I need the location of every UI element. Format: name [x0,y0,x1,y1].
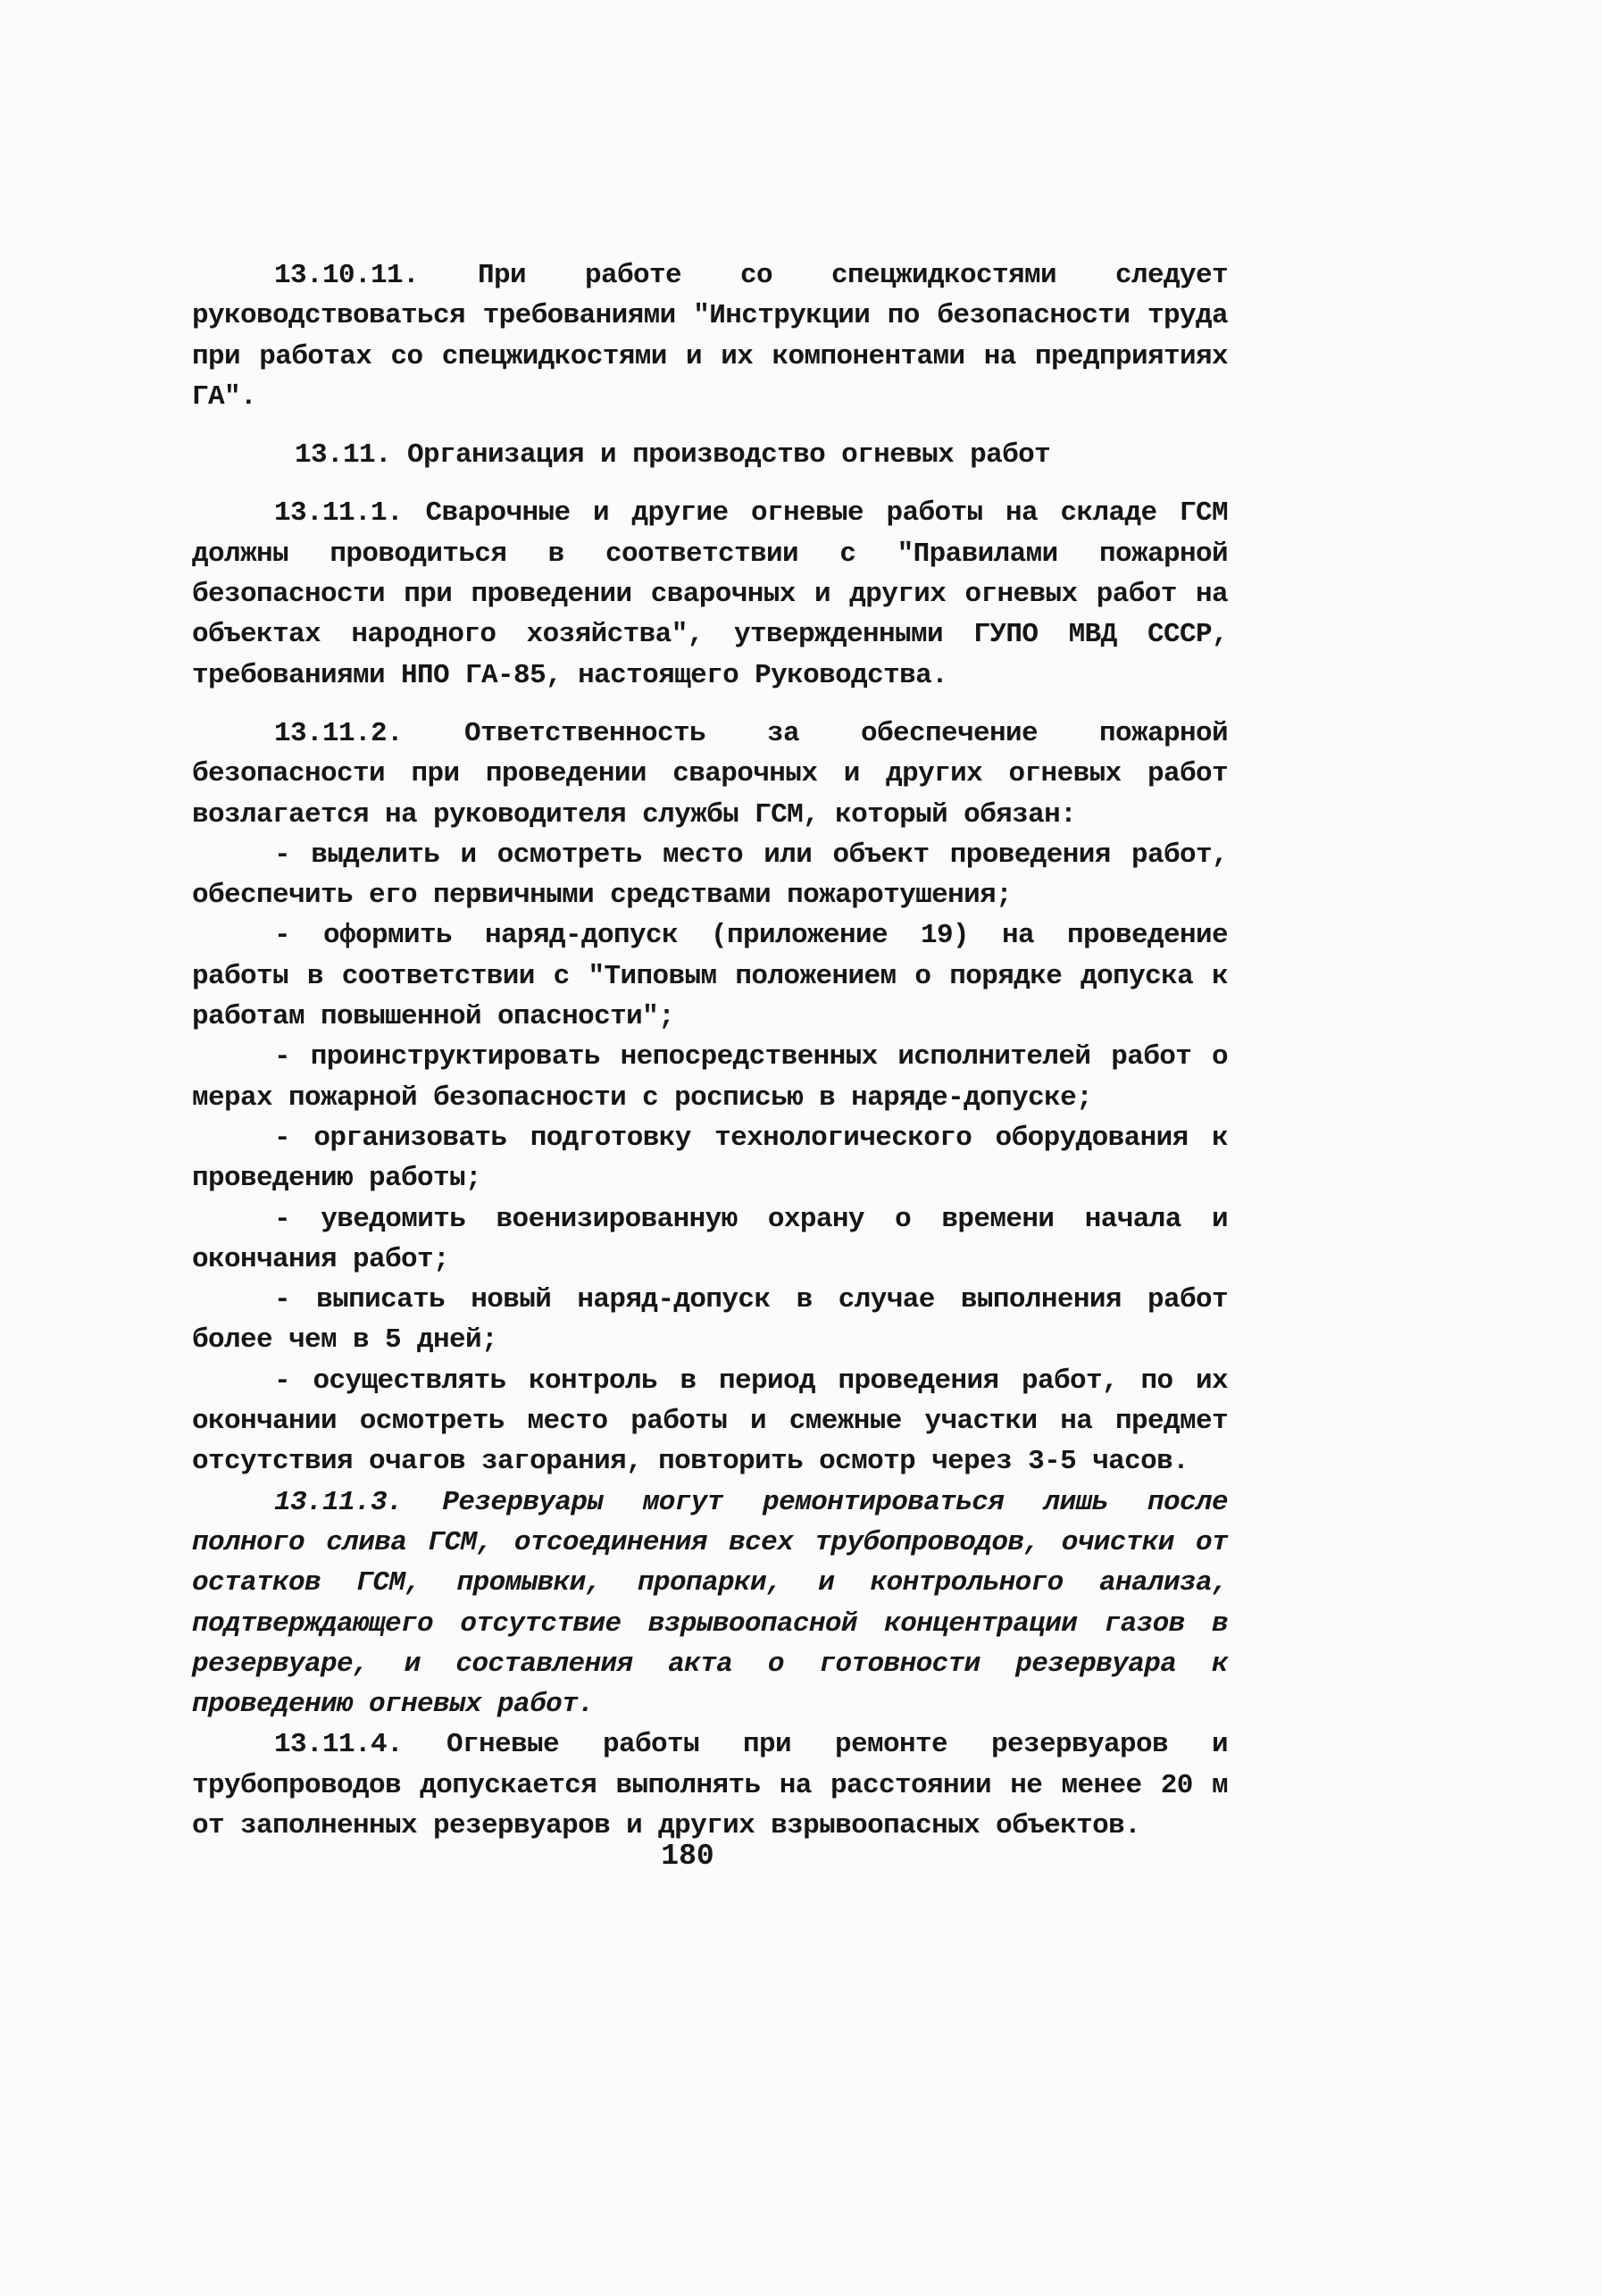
duty-item-4: - организовать подготовку технологического оборудования к проведению работы; [192,1122,1228,1195]
page-number: 180 [661,1840,714,1873]
duty-item-5: - уведомить военизированную охрану о времени начала и окончания работ; [192,1203,1228,1275]
duty-item-3: - проинструктировать непосредственных исполнителей работ о мерах пожарной безопасности с росписью в наряде-допуске; [192,1041,1228,1114]
document-body [192,255,1228,1846]
duty-item-7: - осуществлять контроль в период проведения работ, по их окончании осмотреть место работы и смежные участки на предмет отсутствия очагов загорания, повторить осмотр через 3-5 часов. [192,1365,1228,1478]
section-heading-13-11: 13.11. Организация и производство огневых работ [295,439,1051,472]
paragraph-13-11-3: 13.11.3. Резервуары могут ремонтироваться лишь после полного слива ГСМ, отсоединения всех трубопроводов, очистки от остатков ГСМ, промывки, пропарки, и контрольного анализа, подтверждающего отсутствие взрывоопасной концентрации газов в резервуаре, и составления акта о готовности резервуара к проведению огневых работ. [192,1486,1228,1721]
paragraph-13-11-1: 13.11.1. Сварочные и другие огневые работы на складе ГСМ должны проводиться в соответствии с "Правилами пожарной безопасности при проведении сварочных и других огневых работ на объектах народного хозяйства", утвержденными ГУПО МВД СССР, требованиями НПО ГА-85, настоящего Руководства. [192,497,1228,691]
paragraph-13-11-4: 13.11.4. Огневые работы при ремонте резервуаров и трубопроводов допускается выполнять на расстоянии не менее 20 м от заполненных резервуаров и других взрывоопасных объектов. [192,1729,1228,1841]
paragraph-13-10-11: 13.10.11. При работе со спецжидкостями следует руководствоваться требованиями "Инструкции по безопасности труда при работах со спецжидкостями и их компонентами на предприятиях ГА". [192,260,1228,413]
paragraph-13-11-2: 13.11.2. Ответственность за обеспечение пожарной безопасности при проведении сварочных и других огневых работ возлагается на руководителя службы ГСМ, который обязан: [192,717,1228,831]
duty-item-6: - выписать новый наряд-допуск в случае выполнения работ более чем в 5 дней; [192,1284,1228,1357]
duty-item-1: - выделить и осмотреть место или объект проведения работ, обеспечить его первичными средствами пожаротушения; [192,839,1228,912]
duty-item-2: - оформить наряд-допуск (приложение 19) на проведение работы в соответствии с "Типовым положением о порядке допуска к работам повышенной опасности"; [192,920,1228,1033]
